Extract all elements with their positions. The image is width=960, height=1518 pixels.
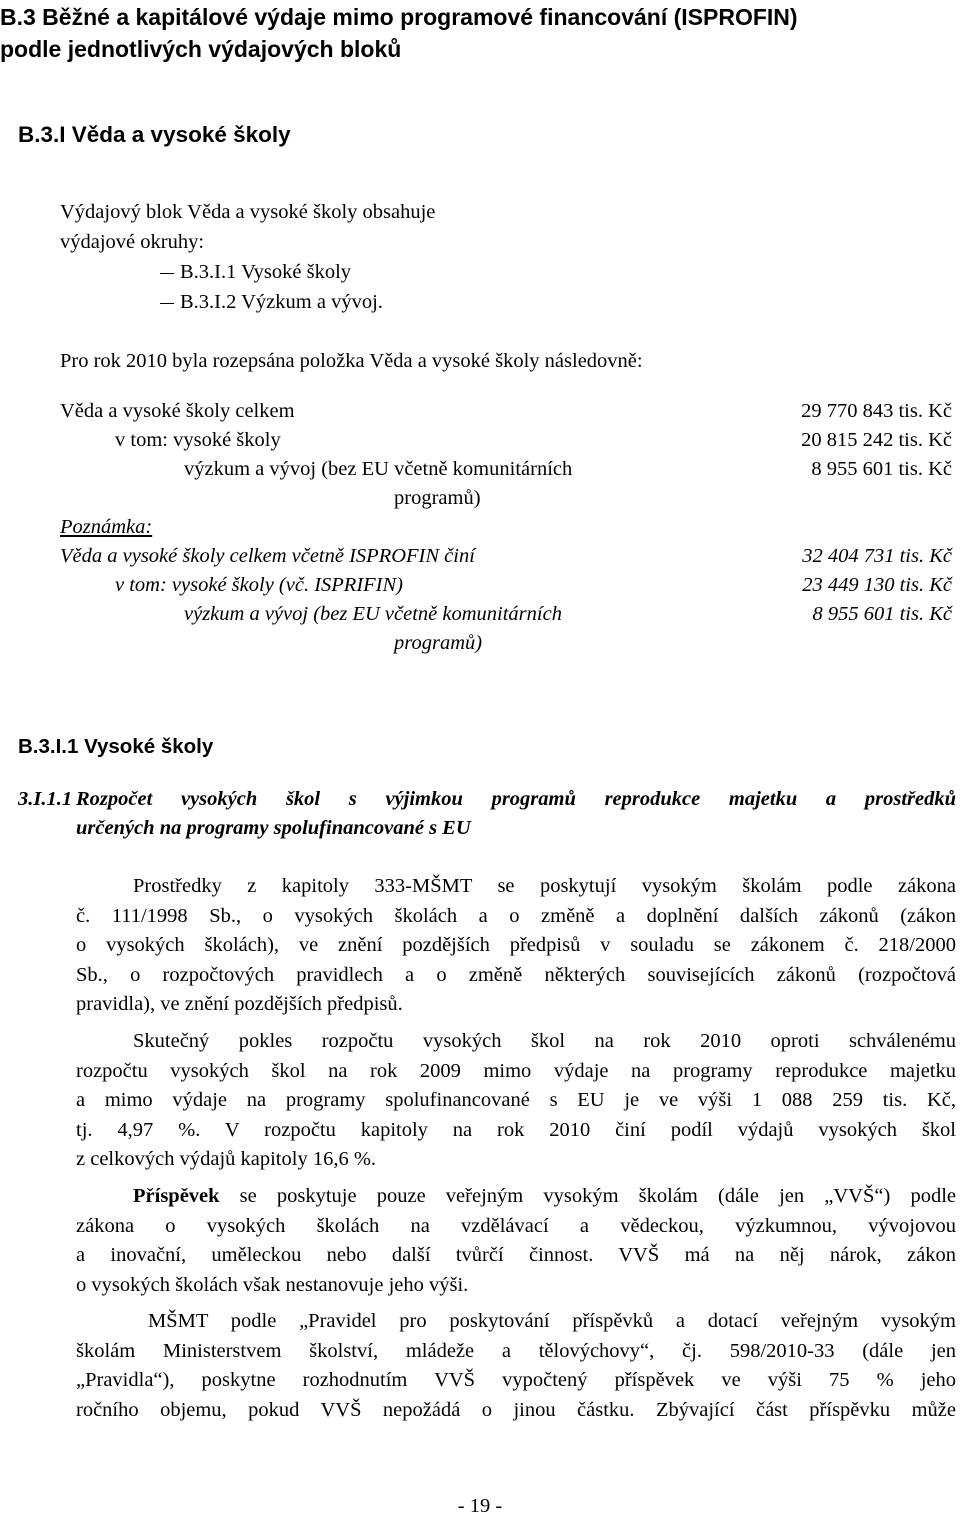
page-heading-line2: podle jednotlivých výdajových bloků bbox=[0, 36, 402, 62]
text-line: a mimo výdaje na programy spolufinancované s EU je ve výši 1 088 259 tis. Kč, bbox=[76, 1089, 956, 1112]
text-line: a inovační, uměleckou nebo další tvůrčí činnost. VVŠ má na něj nárok, zákon bbox=[76, 1244, 956, 1267]
subsub-title-line1: Rozpočet vysokých škol s výjimkou programů reprodukce majetku a prostředků bbox=[76, 788, 956, 810]
note-row-value: 23 449 130 tis. Kč bbox=[802, 574, 952, 596]
text-line: Prostředky z kapitoly 333-MŠMT se poskytují vysokým školám podle zákona bbox=[133, 875, 956, 897]
bold-term: Příspěvek bbox=[133, 1185, 220, 1207]
bullet-text: B.3.I.1 Vysoké školy bbox=[180, 261, 352, 283]
text-line: ročního objemu, pokud VVŠ nepožádá o jinou částku. Zbývající část příspěvku může bbox=[76, 1398, 956, 1421]
text-line: školám Ministerstvem školství, mládeže a tělovýchovy“, čj. 598/2010-33 (dále jen bbox=[76, 1339, 956, 1362]
breakdown-row-value: 29 770 843 tis. Kč bbox=[801, 400, 952, 422]
intro-bullet-1 bbox=[160, 262, 351, 283]
subsub-number: 3.I.1.1 bbox=[18, 788, 73, 810]
intro-bullet-2 bbox=[160, 292, 383, 313]
note-label: Poznámka: bbox=[60, 516, 153, 538]
page-heading-line1: B.3 Běžné a kapitálové výdaje mimo programové financování (ISPROFIN) bbox=[0, 4, 798, 30]
note-row-value: 8 955 601 tis. Kč bbox=[812, 603, 952, 625]
dash-icon bbox=[160, 303, 174, 304]
paragraph-3 bbox=[76, 1182, 956, 1300]
text-line: č. 111/1998 Sb., o vysokých školách a o změně a doplnění dalších zákonů (zákon bbox=[76, 904, 956, 927]
dash-icon bbox=[160, 273, 174, 274]
text-line: pravidla), ve znění pozdějších předpisů. bbox=[76, 993, 403, 1016]
text-line: o vysokých školách), ve znění pozdějších předpisů v souladu se zákonem č. 218/2000 bbox=[76, 934, 956, 957]
text-line: rozpočtu vysokých škol na rok 2009 mimo výdaje na programy reprodukce majetku bbox=[76, 1059, 956, 1082]
text-line: MŠMT podle „Pravidel pro poskytování příspěvků a dotací veřejným vysokým bbox=[148, 1310, 956, 1332]
text-line: Sb., o rozpočtových pravidlech a o změně některých souvisejících zákonů (rozpočtová bbox=[76, 963, 956, 986]
text-line: tj. 4,97 %. V rozpočtu kapitoly na rok 2010 činí podíl výdajů vysokých škol bbox=[76, 1118, 956, 1141]
text-line: o vysokých školách však nestanovuje jeho výši. bbox=[76, 1273, 469, 1296]
page-number: - 19 - bbox=[457, 1495, 503, 1517]
intro-line2: výdajové okruhy: bbox=[60, 231, 205, 253]
text-run: se poskytuje pouze veřejným vysokým školám (dále jen „VVŠ“) podle bbox=[219, 1185, 956, 1207]
subsection-title: B.3.I.1 Vysoké školy bbox=[18, 735, 214, 758]
section-title: B.3.I Věda a vysoké školy bbox=[18, 122, 291, 147]
breakdown-row-value: 8 955 601 tis. Kč bbox=[811, 458, 952, 480]
bullet-text: B.3.I.2 Výzkum a vývoj. bbox=[180, 291, 383, 313]
breakdown-row-value: 20 815 242 tis. Kč bbox=[801, 429, 952, 451]
note-row-label: výzkum a vývoj (bez EU včetně komunitárních bbox=[184, 603, 562, 625]
paragraph-2 bbox=[76, 1027, 956, 1175]
breakdown-row-label: Věda a vysoké školy celkem bbox=[60, 400, 295, 422]
breakdown-row-label-cont: programů) bbox=[394, 487, 481, 509]
subsub-title-line2: určených na programy spolufinancované s EU bbox=[76, 817, 471, 839]
intro-line1: Výdajový blok Věda a vysoké školy obsahuje bbox=[60, 201, 436, 223]
text-line: zákona o vysokých školách na vzdělávací a vědeckou, výzkumnou, vývojovou bbox=[76, 1214, 956, 1237]
paragraph-4 bbox=[76, 1307, 956, 1425]
note-row-label: v tom: vysoké školy (vč. ISPRIFIN) bbox=[115, 574, 403, 596]
text-line: Skutečný pokles rozpočtu vysokých škol na rok 2010 oproti schválenému bbox=[133, 1030, 956, 1052]
note-row-label: Věda a vysoké školy celkem včetně ISPROFIN činí bbox=[60, 545, 475, 567]
breakdown-row-label: v tom: vysoké školy bbox=[115, 429, 281, 451]
breakdown-lead: Pro rok 2010 byla rozepsána položka Věda a vysoké školy následovně: bbox=[60, 350, 643, 372]
text-line: „Pravidla“), poskytne rozhodnutím VVŠ vypočtený příspěvek ve výši 75 % jeho bbox=[76, 1369, 956, 1392]
paragraph-1 bbox=[76, 872, 956, 1020]
note-row-value: 32 404 731 tis. Kč bbox=[802, 545, 952, 567]
note-row-label-cont: programů) bbox=[394, 632, 483, 654]
text-line bbox=[76, 1182, 956, 1212]
breakdown-row-label: výzkum a vývoj (bez EU včetně komunitárních bbox=[184, 458, 573, 480]
text-line: z celkových výdajů kapitoly 16,6 %. bbox=[76, 1148, 377, 1171]
